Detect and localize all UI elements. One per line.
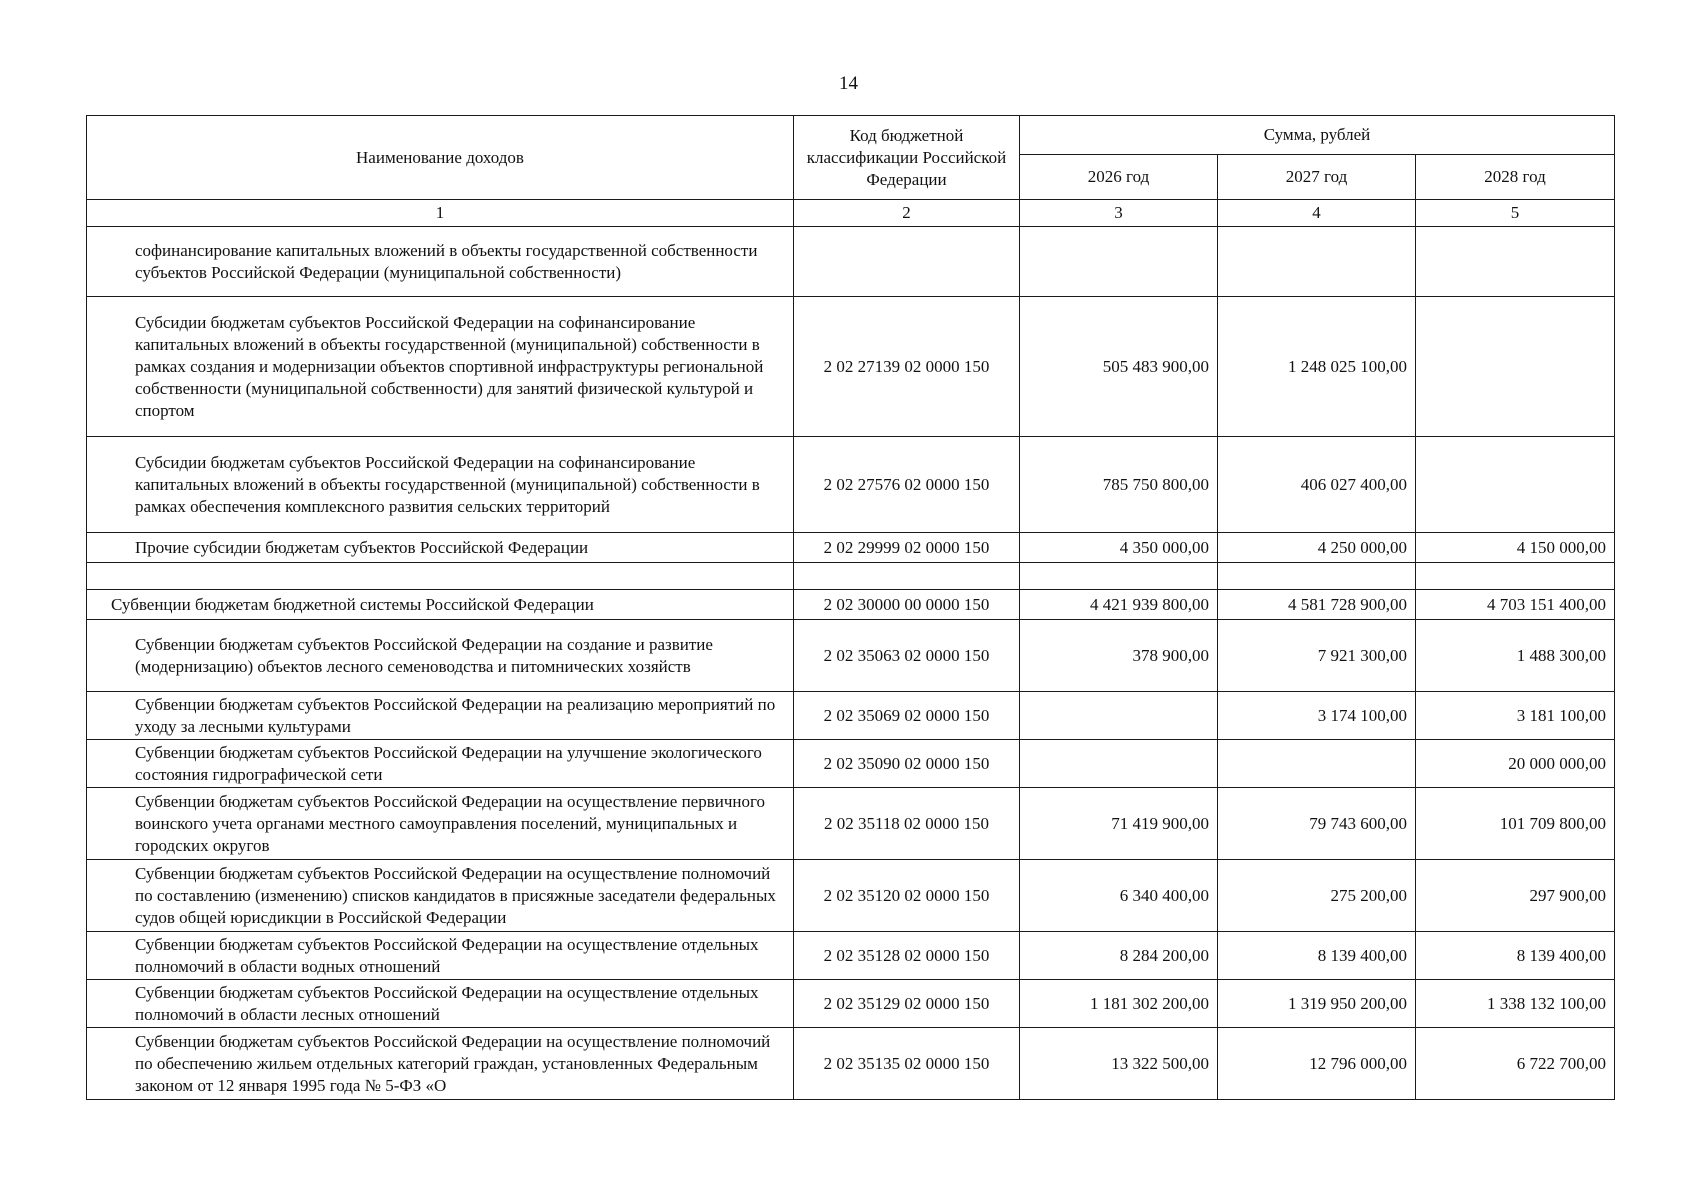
budget-code: 2 02 29999 02 0000 150 <box>794 533 1020 563</box>
amount-2026 <box>1020 740 1218 788</box>
amount-2026 <box>1020 227 1218 297</box>
header-year-2028: 2028 год <box>1416 155 1615 200</box>
revenue-name <box>87 563 794 590</box>
amount-2027: 7 921 300,00 <box>1218 620 1416 692</box>
amount-2026: 505 483 900,00 <box>1020 297 1218 437</box>
header-year-2027: 2027 год <box>1218 155 1416 200</box>
amount-2028 <box>1416 297 1615 437</box>
revenue-name: Субвенции бюджетам субъектов Российской Федерации на осуществление отдельных полномочий в области водных отношений <box>87 932 794 980</box>
page-number: 14 <box>839 73 858 94</box>
table-row <box>87 980 1615 1028</box>
revenue-name: Субвенции бюджетам бюджетной системы Российской Федерации <box>87 590 794 620</box>
table-row <box>87 533 1615 563</box>
table-row <box>87 692 1615 740</box>
table-row <box>87 860 1615 932</box>
table-row-group <box>87 590 1615 620</box>
amount-2026 <box>1020 692 1218 740</box>
col-number-3: 3 <box>1020 200 1218 227</box>
header-code-col: Код бюджетной классификации Российской Федерации <box>794 116 1020 200</box>
revenue-table <box>86 115 1615 1100</box>
table-row <box>87 1028 1615 1100</box>
header-sum-group: Сумма, рублей <box>1020 116 1615 155</box>
revenue-name: Субвенции бюджетам субъектов Российской Федерации на реализацию мероприятий по уходу за лесными культурами <box>87 692 794 740</box>
revenue-name: Субвенции бюджетам субъектов Российской Федерации на создание и развитие (модернизацию) объектов лесного семеноводства и питомнических хозяйств <box>87 620 794 692</box>
revenue-name: Субвенции бюджетам субъектов Российской Федерации на осуществление полномочий по составлению (изменению) списков кандидатов в присяжные заседатели федеральных судов общей юрисдикции в Российской Федерации <box>87 860 794 932</box>
budget-code: 2 02 35135 02 0000 150 <box>794 1028 1020 1100</box>
table-row <box>87 297 1615 437</box>
amount-2027: 275 200,00 <box>1218 860 1416 932</box>
header-name-col: Наименование доходов <box>87 116 794 200</box>
amount-2026: 6 340 400,00 <box>1020 860 1218 932</box>
amount-2027: 1 319 950 200,00 <box>1218 980 1416 1028</box>
budget-code: 2 02 35069 02 0000 150 <box>794 692 1020 740</box>
amount-2028 <box>1416 563 1615 590</box>
revenue-name: Субвенции бюджетам субъектов Российской Федерации на осуществление отдельных полномочий в области лесных отношений <box>87 980 794 1028</box>
amount-2026: 4 421 939 800,00 <box>1020 590 1218 620</box>
revenue-name: Субсидии бюджетам субъектов Российской Федерации на софинансирование капитальных вложений в объекты государственной (муниципальной) собственности в рамках обеспечения комплексного развития сельских территорий <box>87 437 794 533</box>
header-year-2026: 2026 год <box>1020 155 1218 200</box>
amount-2027: 4 581 728 900,00 <box>1218 590 1416 620</box>
amount-2028: 4 150 000,00 <box>1416 533 1615 563</box>
amount-2027: 4 250 000,00 <box>1218 533 1416 563</box>
budget-code <box>794 563 1020 590</box>
amount-2028 <box>1416 437 1615 533</box>
table-row <box>87 932 1615 980</box>
budget-code: 2 02 35120 02 0000 150 <box>794 860 1020 932</box>
amount-2027 <box>1218 227 1416 297</box>
col-number-5: 5 <box>1416 200 1615 227</box>
budget-code: 2 02 27576 02 0000 150 <box>794 437 1020 533</box>
table-row <box>87 437 1615 533</box>
revenue-name: Субвенции бюджетам субъектов Российской Федерации на осуществление первичного воинского учета органами местного самоуправления поселений, муниципальных и городских округов <box>87 788 794 860</box>
budget-code <box>794 227 1020 297</box>
header-row-1 <box>87 116 1615 155</box>
amount-2028: 8 139 400,00 <box>1416 932 1615 980</box>
amount-2027 <box>1218 740 1416 788</box>
table-row-empty <box>87 563 1615 590</box>
budget-code: 2 02 30000 00 0000 150 <box>794 590 1020 620</box>
table-row <box>87 227 1615 297</box>
col-number-2: 2 <box>794 200 1020 227</box>
amount-2028: 1 488 300,00 <box>1416 620 1615 692</box>
amount-2026: 71 419 900,00 <box>1020 788 1218 860</box>
amount-2027 <box>1218 563 1416 590</box>
amount-2028: 3 181 100,00 <box>1416 692 1615 740</box>
budget-code: 2 02 35129 02 0000 150 <box>794 980 1020 1028</box>
revenue-name: Субсидии бюджетам субъектов Российской Федерации на софинансирование капитальных вложений в объекты государственной (муниципальной) собственности в рамках создания и модернизации объектов спортивной инфраструктуры региональной собственности (муниципальной собственности) для занятий физической культурой и спортом <box>87 297 794 437</box>
amount-2028 <box>1416 227 1615 297</box>
amount-2026: 4 350 000,00 <box>1020 533 1218 563</box>
amount-2028: 1 338 132 100,00 <box>1416 980 1615 1028</box>
col-number-1: 1 <box>87 200 794 227</box>
amount-2027: 406 027 400,00 <box>1218 437 1416 533</box>
budget-code: 2 02 35118 02 0000 150 <box>794 788 1020 860</box>
amount-2028: 20 000 000,00 <box>1416 740 1615 788</box>
amount-2027: 1 248 025 100,00 <box>1218 297 1416 437</box>
amount-2026: 13 322 500,00 <box>1020 1028 1218 1100</box>
amount-2027: 8 139 400,00 <box>1218 932 1416 980</box>
revenue-name: Прочие субсидии бюджетам субъектов Российской Федерации <box>87 533 794 563</box>
table-row <box>87 620 1615 692</box>
budget-code: 2 02 35063 02 0000 150 <box>794 620 1020 692</box>
amount-2028: 101 709 800,00 <box>1416 788 1615 860</box>
revenue-name: Субвенции бюджетам субъектов Российской Федерации на осуществление полномочий по обеспечению жильем отдельных категорий граждан, установленных Федеральным законом от 12 января 1995 года № 5-ФЗ «О <box>87 1028 794 1100</box>
col-number-4: 4 <box>1218 200 1416 227</box>
revenue-name: софинансирование капитальных вложений в объекты государственной собственности субъектов Российской Федерации (муниципальной собственности) <box>87 227 794 297</box>
table-row <box>87 788 1615 860</box>
amount-2026: 1 181 302 200,00 <box>1020 980 1218 1028</box>
amount-2028: 4 703 151 400,00 <box>1416 590 1615 620</box>
amount-2026 <box>1020 563 1218 590</box>
amount-2026: 785 750 800,00 <box>1020 437 1218 533</box>
amount-2026: 378 900,00 <box>1020 620 1218 692</box>
amount-2027: 12 796 000,00 <box>1218 1028 1416 1100</box>
amount-2026: 8 284 200,00 <box>1020 932 1218 980</box>
budget-code: 2 02 35090 02 0000 150 <box>794 740 1020 788</box>
column-number-row <box>87 200 1615 227</box>
amount-2027: 79 743 600,00 <box>1218 788 1416 860</box>
amount-2028: 297 900,00 <box>1416 860 1615 932</box>
budget-code: 2 02 35128 02 0000 150 <box>794 932 1020 980</box>
amount-2027: 3 174 100,00 <box>1218 692 1416 740</box>
budget-code: 2 02 27139 02 0000 150 <box>794 297 1020 437</box>
revenue-name: Субвенции бюджетам субъектов Российской Федерации на улучшение экологического состояния гидрографической сети <box>87 740 794 788</box>
table-row <box>87 740 1615 788</box>
amount-2028: 6 722 700,00 <box>1416 1028 1615 1100</box>
